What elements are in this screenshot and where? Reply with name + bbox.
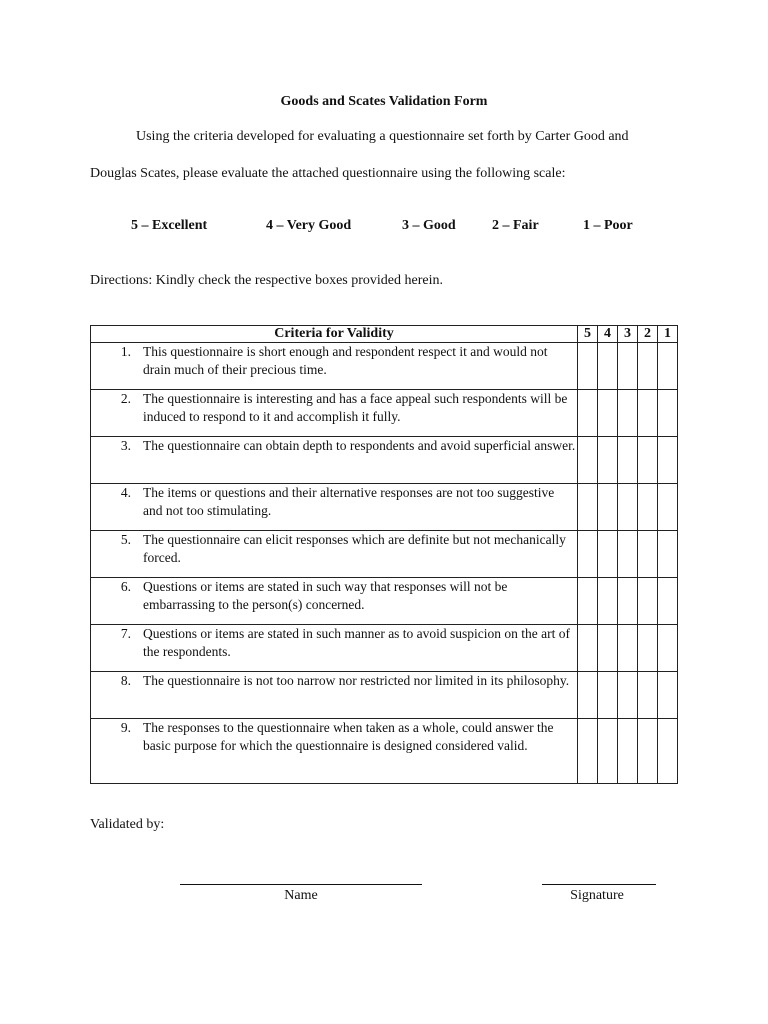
check-box-1[interactable]	[658, 390, 678, 437]
table-row	[91, 484, 678, 531]
check-box-3[interactable]	[618, 484, 638, 531]
criterion-number: 7.	[120, 626, 131, 641]
check-box-2[interactable]	[638, 625, 658, 672]
score-header-1: 1	[658, 326, 678, 343]
check-box-2[interactable]	[638, 672, 658, 719]
criterion-text: The responses to the questionnaire when taken as a whole, could answer the basic purpose for which the questionnaire is designed considered valid.	[143, 720, 554, 753]
criterion-text: Questions or items are stated in such way that responses will not be embarrassing to the person(s) concerned.	[143, 579, 508, 612]
check-box-4[interactable]	[598, 437, 618, 484]
criterion-cell	[91, 625, 578, 672]
check-box-1[interactable]	[658, 437, 678, 484]
criterion-number: 8.	[120, 673, 131, 688]
criterion-cell	[91, 437, 578, 484]
check-box-2[interactable]	[638, 719, 658, 784]
check-box-4[interactable]	[598, 390, 618, 437]
table-row	[91, 672, 678, 719]
criterion-number: 5.	[120, 532, 131, 547]
criterion-text: The questionnaire is not too narrow nor restricted nor limited in its philosophy.	[143, 673, 570, 688]
check-box-1[interactable]	[658, 719, 678, 784]
criterion-cell	[91, 672, 578, 719]
intro-line-1: Using the criteria developed for evaluating a questionnaire set forth by Carter Good and	[136, 129, 629, 144]
check-box-1[interactable]	[658, 672, 678, 719]
table-row	[91, 531, 678, 578]
name-label: Name	[284, 888, 318, 903]
check-box-1[interactable]	[658, 531, 678, 578]
intro-line-2: Douglas Scates, please evaluate the attached questionnaire using the following scale:	[90, 166, 566, 181]
table-row	[91, 437, 678, 484]
check-box-4[interactable]	[598, 343, 618, 390]
criterion-text: This questionnaire is short enough and respondent respect it and would not drain much of their precious time.	[143, 344, 548, 377]
signature-label: Signature	[570, 888, 624, 903]
criterion-text: Questions or items are stated in such manner as to avoid suspicion on the art of the respondents.	[143, 626, 571, 659]
criterion-number: 9.	[120, 720, 131, 735]
criterion-number: 4.	[120, 485, 131, 500]
form-title: Goods and Scates Validation Form	[280, 94, 488, 109]
check-box-5[interactable]	[578, 531, 598, 578]
check-box-3[interactable]	[618, 343, 638, 390]
check-box-3[interactable]	[618, 719, 638, 784]
criterion-text: The questionnaire can obtain depth to respondents and avoid superficial answer.	[143, 438, 576, 453]
scale-fair: 2 – Fair	[492, 218, 539, 233]
criterion-cell	[91, 484, 578, 531]
check-box-5[interactable]	[578, 719, 598, 784]
check-box-4[interactable]	[598, 484, 618, 531]
criterion-text: The items or questions and their alternative responses are not too suggestive and not too stimulating.	[143, 485, 555, 518]
check-box-4[interactable]	[598, 719, 618, 784]
check-box-4[interactable]	[598, 531, 618, 578]
check-box-3[interactable]	[618, 437, 638, 484]
check-box-3[interactable]	[618, 625, 638, 672]
check-box-4[interactable]	[598, 625, 618, 672]
directions-text: Directions: Kindly check the respective boxes provided herein.	[90, 273, 443, 288]
criterion-cell	[91, 343, 578, 390]
check-box-3[interactable]	[618, 390, 638, 437]
scale-good: 3 – Good	[402, 218, 456, 233]
scale-poor: 1 – Poor	[583, 218, 633, 233]
check-box-2[interactable]	[638, 437, 658, 484]
check-box-3[interactable]	[618, 578, 638, 625]
check-box-3[interactable]	[618, 672, 638, 719]
criterion-cell	[91, 719, 578, 784]
check-box-2[interactable]	[638, 531, 658, 578]
check-box-4[interactable]	[598, 672, 618, 719]
table-header-row	[91, 326, 678, 343]
check-box-4[interactable]	[598, 578, 618, 625]
rating-scale	[0, 218, 768, 238]
check-box-1[interactable]	[658, 578, 678, 625]
check-box-1[interactable]	[658, 343, 678, 390]
check-box-1[interactable]	[658, 484, 678, 531]
criterion-number: 1.	[120, 344, 131, 359]
name-line[interactable]	[180, 884, 422, 885]
criterion-cell	[91, 531, 578, 578]
criteria-header: Criteria for Validity	[91, 326, 578, 343]
check-box-2[interactable]	[638, 343, 658, 390]
criteria-table	[90, 325, 678, 784]
criterion-number: 3.	[120, 438, 131, 453]
check-box-5[interactable]	[578, 437, 598, 484]
score-header-4: 4	[598, 326, 618, 343]
criterion-cell	[91, 578, 578, 625]
score-header-2: 2	[638, 326, 658, 343]
scale-very-good: 4 – Very Good	[266, 218, 352, 233]
scale-excellent: 5 – Excellent	[131, 218, 208, 233]
criterion-text: The questionnaire can elicit responses which are definite but not mechanically forced.	[143, 532, 566, 565]
score-header-3: 3	[618, 326, 638, 343]
signature-line[interactable]	[542, 884, 656, 885]
validated-by-label: Validated by:	[90, 817, 165, 832]
check-box-5[interactable]	[578, 390, 598, 437]
check-box-1[interactable]	[658, 625, 678, 672]
criterion-text: The questionnaire is interesting and has a face appeal such respondents will be induced to respond to it and accomplish it fully.	[143, 391, 568, 424]
check-box-5[interactable]	[578, 578, 598, 625]
check-box-2[interactable]	[638, 484, 658, 531]
check-box-2[interactable]	[638, 390, 658, 437]
table-row	[91, 390, 678, 437]
table-row	[91, 719, 678, 784]
criterion-number: 2.	[120, 391, 131, 406]
table-row	[91, 343, 678, 390]
criterion-number: 6.	[120, 579, 131, 594]
check-box-5[interactable]	[578, 484, 598, 531]
score-header-5: 5	[578, 326, 598, 343]
check-box-5[interactable]	[578, 625, 598, 672]
criterion-cell	[91, 390, 578, 437]
table-row	[91, 578, 678, 625]
check-box-5[interactable]	[578, 343, 598, 390]
check-box-3[interactable]	[618, 531, 638, 578]
check-box-5[interactable]	[578, 672, 598, 719]
check-box-2[interactable]	[638, 578, 658, 625]
table-row	[91, 625, 678, 672]
